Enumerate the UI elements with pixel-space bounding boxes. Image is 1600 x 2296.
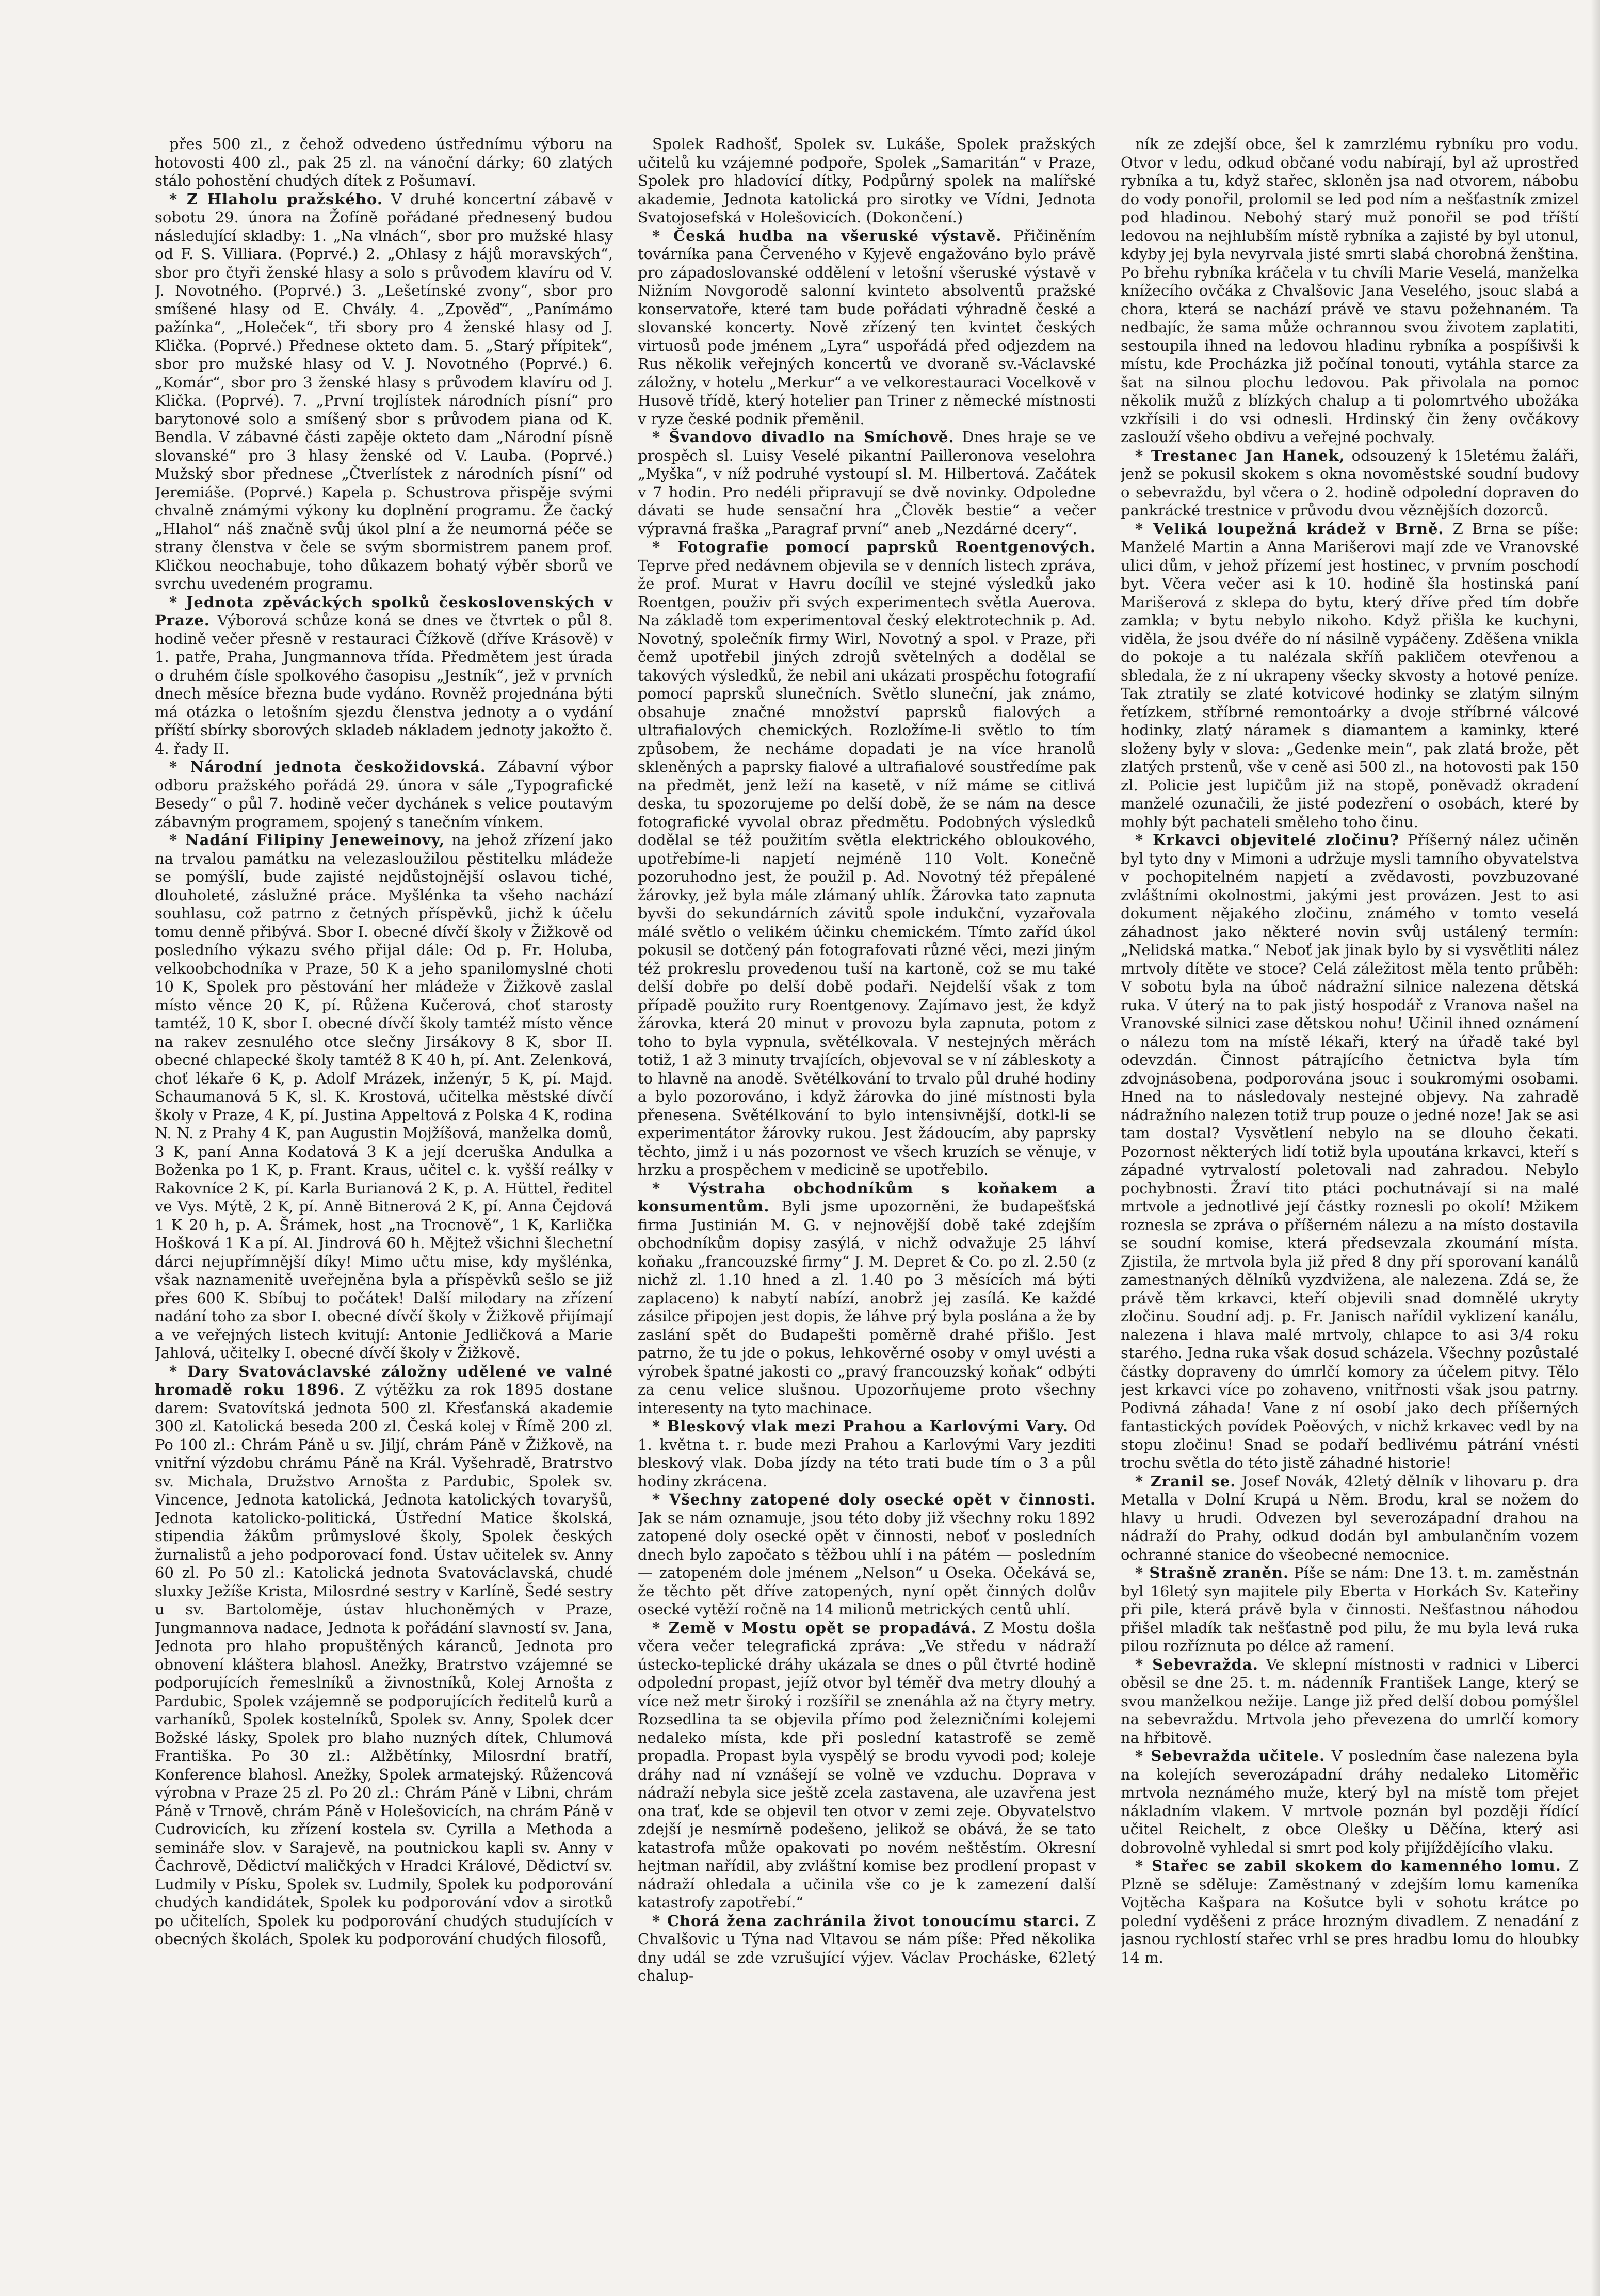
column-2: [638, 135, 1096, 2178]
article-text: Zábavní výbor odboru pražského pořádá 29. února v sále „Typografické Besedy“ o půl 7. hodině večer dychánek s velice poutavým zábavným programem, spojený s tanečním vínkem.: [155, 758, 613, 831]
article-paragraph: [638, 1912, 1096, 1985]
column-1: [155, 135, 613, 2178]
article-text: V druhé koncertní zábavě v sobotu 29. února na Žofíně pořádané přednesený budou následující skladby: 1. „Na vlnách“, sbor pro mužské hlasy od F. S. Villiara. (Poprvé.) 2. „Ohlasy z hájů moravských“, sbor pro čtyři ženské hlasy a solo s průvodem klavíru od V. J. Novotného. (Poprvé.) 3. „Lešetínské zvony“, sbor pro smíšené hlasy od E. Chvály. 4. „Zpověď“, „Panímámo pažínka“, „Holeček“, tři sbory pro 4 ženské hlasy od J. Klička. (Poprvé.) Přednese okteto dam. 5. „Starý přípitek“, sbor pro mužské hlasy od V. J. Novotného (Poprvé.) 6. „Komár“, sbor pro 3 ženské hlasy s průvodem klavíru od J. Klička. (Poprvé). 7. „První trojlístek národních písní“ pro barytonové solo a smíšený sbor s průvodem piana od K. Bendla. V zábavné části zapěje okteto dam „Národní písně slovanské“ pro 3 hlasy ženské od V. Lauba. (Poprvé.) Mužský sbor přednese „Čtverlístek z národních písní“ od Jeremiáše. (Poprvé.) Kapela p. Schustrova přispěje svými chvalně známými výkony ku doplnění programu. Že čacký „Hlahol“ náš značně svůj úkol plní a že neumorná péče se strany členstva v čele se svým sbormistrem panem prof. Kličkou neochabuje, toho důkazem bohatý výběr sborů ve svrchu uvedeném programu.: [155, 190, 613, 592]
article-paragraph: [638, 1619, 1096, 1912]
article-headline: * Všechny zatopené doly osecké opět v činnosti.: [652, 1491, 1096, 1508]
article-text: přes 500 zl., z čehož odvedeno ústřednímu výboru na hotovosti 400 zl., pak 25 zl. na vánoční dárky; 60 zlatých stálo pohostění chudých dítek z Pošumaví.: [155, 135, 613, 189]
article-paragraph: [155, 831, 613, 1363]
article-text: V posledním čase nalezena byla na kolejích severozápadní dráhy nedaleko Litoměřic mrtvola neznámého muže, který byl na místě tom přejet nákladním vlakem. V mrtvole poznán byl později řídící učitel Reichelt, z obce Olešky u Děčína, který asi dobrovolně vyhledal si smrt pod koly přijíždějícího vlaku.: [1121, 1747, 1579, 1856]
article-paragraph: [638, 135, 1096, 227]
article-headline: * Výstraha obchodníkům s koňakem a konsumentům.: [638, 1179, 1096, 1215]
article-headline: * Krkavci objevitelé zločinu?: [1135, 831, 1400, 849]
article-paragraph: [155, 190, 613, 593]
article-paragraph: [638, 1491, 1096, 1619]
article-paragraph: [1121, 1564, 1579, 1656]
article-headline: * Země v Mostu opět se propadává.: [652, 1619, 977, 1637]
article-text: na jehož zřízení jako na trvalou památku na velezasloužilou pěstitelku mládeže se pomýšlí, bude zajisté nejdůstojnější oslavou tiché, dlouholeté, záslužné práce. Myšlénka ta všeho nachází souhlasu, což patrno z četných příspěvků, jichž k účelu tomu denně přibývá. Sbor I. obecné dívčí školy v Žižkově od posledního výkazu svého přijal dále: Od p. Fr. Holuba, velkoobchodníka v Praze, 50 K a jeho spanilomyslné choti 10 K, Spolek pro pěstování her mládeže v Žižkově zaslal místo věnce 20 K, pí. Růžena Kučerová, choť starosty tamtéž, 10 K, sbor I. obecné dívčí školy tamtéž místo věnce na rakev zesnulého otce slečny Jirsákovy 8 K, sbor II. obecné chlapecké školy tamtéž 8 K 40 h, pí. Ant. Zelenková, choť lékaře 6 K, p. Adolf Mrázek, inženýr, 5 K, pí. Majd. Schaumanová 5 K, sl. K. Krostová, učitelka městské dívčí školy v Praze, 4 K, pí. Justina Appeltová z Polska 4 K, rodina N. N. z Prahy 4 K, pan Augustin Mojžíšová, manželka domů, 3 K, paní Anna Kodatová 3 K a její dceruška Andulka a Boženka po 1 K, p. Frant. Kraus, učitel c. k. vyšší reálky v Rakovníce 2 K, pí. Karla Burianová 2 K, p. A. Hüttel, ředitel ve Vys. Mýtě, 2 K, pí. Anně Bitnerová 2 K, pí. Anna Čejdová 1 K 20 h, p. A. Šrámek, host „na Trocnově“, 1 K, Karlička Hošková 1 K a pí. Al. Jindrová 60 h. Mějtež všichni šlechetní dárci nejupřímnější díky! Mimo učtu mise, kdy myšlénka, však naznamenitě uveřejněna byla a příspěvků sešlo se již přes 600 K. Sbíbuj to počátek! Další milodary na zřízení nadání toho za sbor I. obecné dívčí školy v Žižkově přijímají a ve veřejných listech kvitují: Antonie Jedličková a Marie Jahlová, učitelky I. obecné dívčí školy v Žižkově.: [155, 831, 613, 1362]
article-paragraph: [638, 1179, 1096, 1418]
article-text: Teprve před nedávnem objevila se v denních listech zpráva, že prof. Murat v Havru docílil ve stejné výsledků jako Roentgen, použiv při svých experimentech světla Auerova. Na základě tom experimentoval český elektrotechnik p. Ad. Novotný, společník firmy Wirl, Novotný a spol. v Praze, při čemž upotřebil jiných zdrojů světelných a dodělal se takových výsledků, že nebil ani ukázati prospěchu fotografií pomocí paprsků slunečních. Světlo sluneční, jak známo, obsahuje značné množství paprsků fialových a ultrafialových chemických. Rozložíme-li světlo to tím způsobem, že necháme dopadati je na více hranolů skleněných a paprsky fialové a ultrafialové soustředíme pak na předmět, jenž leží na kasetě, v níž máme se citlivá deska, tu spozorujeme po delší době, že se nám na desce fotografické vyvolal obraz předmětu. Podobných výsledků dodělal se též použitím světla elektrického obloukového, upotřebíme-li napjetí nejméně 110 Volt. Konečně pozoruhodno jest, že použil p. Ad. Novotný též přepálené žárovky, jež byla mále zlámaný uhlík. Žárovka tato zapnuta byvši do sekundárních závitů spole indukční, vyzařovala málé světlo o velikém účinku chemickém. Tímto zaříd úkol pokusil se dotčený pán fotografovati různé věci, mezi jiným též prokreslu provedenou tuší na kartoně, což se mu také delší dobře po delší době podaři. Nejdelší však z tom případě použito rury Roentgenovy. Zajímavo jest, že když žárovka, která 20 minut v provozu byla zapnuta, potom z toho to byla vypnula, světélkovala. V nestejných měrách totiž, 1 až 3 minuty trvajících, objevoval se v ní zábleskoty a to hlavně na anodě. Světélkování to trvalo půl druhé hodiny a bylo pozorováno, i když žárovka do jiné místnosti byla přenesena. Světélkování to bylo intensivnější, dotkl-li se experimentátor žárovky rukou. Jest žádoucím, aby paprsky těchto, jimž i u nás pozornost ve všech kruzích se věnuje, v hrzku a prospěchem v medicině se upotřebilo.: [638, 556, 1096, 1178]
article-paragraph: [638, 428, 1096, 538]
article-paragraph: [155, 135, 613, 190]
article-headline: * Fotografie pomocí paprsků Roentgenových.: [652, 538, 1096, 556]
article-headline: * Z Hlaholu pražského.: [169, 190, 383, 208]
article-text: Byli jsme upozorněni, že budapešťská firma Justinián M. G. v nejnovější době také zdejším obchodníkům dopisy zasýlá, v nichž odvažuje 25 láhví koňaku „francouzské firmy“ J. M. Depret & Co. po zl. 2.50 (z nichž zl. 1.10 hned a zl. 1.40 po 3 měsících má býti zaplaceno) k nabytí nabízí, anobrž jej zasílá. Ke každé zásilce připojen jest dopis, že láhve prý byla poslána a že by zaslání spět do Budapešti poměrně drahé přišlo. Jest patrno, že tu jde o pokus, lehkověrné osoby v omyl uvésti a výrobek špatné jakosti co „pravý francouzský koňak“ odbýti za cenu velice slušnou. Upozorňujeme proto všechny interesenty na tyto machinace.: [638, 1198, 1096, 1417]
article-text: Od 1. května t. r. bude mezi Prahou a Karlovými Vary jezditi bleskový vlak. Doba jízdy na této trati bude tím o 3 a půl hodiny zkrácena.: [638, 1417, 1096, 1490]
article-headline: * Česká hudba na všeruské výstavě.: [652, 227, 1002, 245]
article-paragraph: [1121, 1747, 1579, 1857]
article-headline: * Švandovo divadlo na Smíchově.: [652, 428, 955, 446]
article-text: Píše se nám: Dne 13. t. m. zaměstnán byl 16letý syn majitele pily Eberta v Horkách Sv. Kateřiny při pile, která právě byla v činnosti. Nešťastnou náhodou přišel mladík tak nešťastně pod pilu, že mu byla levá ruka pilou rozříznuta po délce až ramení.: [1121, 1564, 1579, 1655]
article-paragraph: [1121, 1857, 1579, 1967]
article-paragraph: [1121, 1656, 1579, 1748]
article-text: Z Brna se píše: Manželé Martin a Anna Marišerovi mají zde ve Vranovské ulici dům, v jehož přízemí jest hostinec, v prvním poschodí byt. Včera večer asi k 10. hodině šla hostinská paní Marišerová z sklepa do bytu, který dříve před tím dobře zamkla; v bytu nebylo nikoho. Když přišla ke kuchyni, viděla, že jsou dvéře do ní násilně vypáčeny. Zděšena vnikla do pokoje a tu nalézala skříň pakličem otevřenou a sbledala, že z ní ukrapeny všecky skvosty a hotové peníze. Tak ztratily se zlaté kotvicové hodinky se zlatým silným řetízkem, stříbrné remontoárky a dvoje stříbrné válcové hodinky, zlatý náramek s diamantem a kaminky, které složeny byly v slova: „Gedenke mein“, pak zlatá brože, pět zlatých prstenů, vše v ceně asi 500 zl., na hotovosti pak 150 zl. Policie jest lupičům již na stopě, poněvadž okradení manželé ozunačili, že jisté podezření o osobách, které by mohly být pachateli směleho toho činu.: [1121, 520, 1579, 831]
article-text: Z Plzně se sděluje: Zaměstnaný v zdejším lomu kameníka Vojtěcha Kašpara na Košutce byli v sohotu krátce po polední vyděšeni z práce hrozným divadlem. Z nenadání z jasnou rychlostí stařec vrhl se pres hradbu lomu do hloubky 14 m.: [1121, 1857, 1579, 1966]
article-headline: * Bleskový vlak mezi Prahou a Karlovými Vary.: [652, 1417, 1069, 1435]
article-headline: * Národní jednota českožidovská.: [169, 758, 486, 775]
article-headline: * Dary Svatováclavské záložny udělené ve valné hromadě roku 1896.: [155, 1362, 613, 1398]
article-headline: * Sebevražda učitele.: [1135, 1747, 1326, 1765]
article-text: Z Mostu došla včera večer telegrafická zpráva: „Ve středu v nádraží ústecko-teplické dráhy ukázala se dnes o půl čtvrté hodině odpolední propast, jejíž otvor byl téměř dva metry dlouhý a více než metr široký i rozšířil se znenáhla až na čtyry metry. Rozsedlina ta se objevila přímo pod železničními kolejemi nedaleko místa, kde při poslední katastrofě se země propadla. Propast byla vyspělý se brodu vyvodi pod; koleje dráhy nad ní vznášejí se volně ve vzduchu. Doprava v nádraží nebyla sice ještě zcela zastavena, ale uzavřena jest ona trať, kde se objevil ten otvor v zemi zeje. Obyvatelstvo zdejší je nesmírně podešeno, jelikož se obává, že se tato katastrofa může opakovati po novém neštěstím. Okresní hejtman nařídil, aby zvláštní komise bez prodlení propast v nádraží ohledala a učinila vše co je k zamezení další katastrofy zapotřebí.“: [638, 1619, 1096, 1911]
article-paragraph: [1121, 831, 1579, 1473]
article-paragraph: [155, 758, 613, 831]
article-text: Dnes hraje se ve prospěch sl. Luisy Veselé pikantní Pailleronova veselohra „Myška“, v níž podruhé vystoupí sl. M. Hilbertová. Začátek v 7 hodin. Pro nedéli připravují se dvě novinky. Odpoledne dávati se hude sensační hra „Člověk bestie“ a večer výpravná fraška „Paragraf první“ aneb „Nezdárné dcery“.: [638, 428, 1096, 538]
article-text: Výborová schůze koná se dnes ve čtvrtek o půl 8. hodině večer přesně v restauraci Čížkově (dříve Krásově) v 1. patře, Praha, Jungmannova třída. Předmětem jest úrada o druhém čísle spolkového časopisu „Jestník“, jež v prvních dnech měsíce března bude vydáno. Rovněž projednána býti má otázka o letošním sjezdu členstva jednoty a o vydání příští sbírky sborových skladeb nákladem jednoty jakožto č. 4. řady II.: [155, 611, 613, 757]
article-headline: * Veliká loupežná krádež v Brně.: [1135, 520, 1444, 538]
article-text: Jak se nám oznamuje, jsou této doby již všechny roku 1892 zatopené doly osecké opět v činnosti, neboť v posledních dnech bylo započato s těžbou uhlí i na pátém — posledním — zatopeném dole jménem „Nelson“ u Oseka. Očekává se, že těchto pět dříve zatopených, nyní opět činných dolův osecké vytěží ročně na 14 milionů metrických centů uhlí.: [638, 1509, 1096, 1618]
article-paragraph: [638, 227, 1096, 429]
article-paragraph: [1121, 135, 1579, 447]
article-paragraph: [1121, 520, 1579, 832]
article-text: Spolek Radhošť, Spolek sv. Lukáše, Spolek pražských učitelů ku vzájemné podpoře, Spolek „Samaritán“ v Praze, Spolek pro hladovící dítky, Podpůrný spolek na malířské akademie, Jednota katolická pro sirotky ve Vídni, Jednota Svatojosefská v Holešovicích. (Dokončení.): [638, 135, 1096, 226]
article-paragraph: [155, 1363, 613, 1949]
article-headline: * Stařec se zabil skokem do kamenného lomu.: [1135, 1857, 1561, 1874]
article-headline: * Sebevražda.: [1135, 1655, 1258, 1673]
article-headline: * Trestanec Jan Hanek,: [1135, 446, 1345, 464]
article-headline: * Strašně zraněn.: [1135, 1564, 1289, 1581]
article-headline: * Jednota zpěváckých spolků československých v Praze.: [155, 593, 613, 629]
article-text: Příšerný nález učiněn byl tyto dny v Mimoni a udržuje mysli tamního obyvatelstva v pochopitelném napjetí a zvědavosti, povzbuzované zvláštními okolnostmi, jakými jest provázen. Jest to asi dokument nějakého zločinu, známého v tomto veselá záhadnost jako některé novin svůj ustálený termín: „Nelidská matka.“ Neboť jak jinak bylo by si vysvětliti nález mrtvoly dítěte ve stoce? Celá záležitost měla tento průběh: V sobotu byla na úboč nádražní silnice nalezena dětská ruka. V úterý na to pak jistý hospodář z Vranova našel na Vranovské silnici zase dětskou nohu! Učinil ihned oznámení o nálezu tom na místě lékaři, který na úřadě také byl odevzdán. Činnost pátrajícího četnictva byla tím zdvojnásobena, podporována jsouc i soukromými osobami. Hned na to následovaly nestejné objevy. Na zahradě nádražního nalezen totiž trup pouze o jedné noze! Jak se asi tam dostal? Vysvětlení nebylo na se dlouho čekati. Pozornost některých lidí totiž byla upoutána krkavci, kteří s západné vytrvalostí poletovali nad zahradou. Nebylo pochybnosti. Žraví tito ptáci pochutnávají si na malé mrtvole a jednotlivé její částky roznesli po okolí! Mžikem roznesla se zpráva o příšerném nálezu a na místo dostavila se soudní komise, která předsevzala zkoumání místa. Zjistila, že mrtvola byla již před 8 dny pří sporovaní kanálů zamestnaných dělníků vyzdvižena, ale nalezena. Zdá se, že právě těm krkavci, kteří objevili snad domnělé ukryty zločinu. Soudní adj. p. Fr. Janisch nařídil vyklizení kanálu, nalezena i hlava malé mrtvoly, chlapce to asi 3/4 roku starého. Jedna ruka však dosud scházela. Všechny pozůstalé částky dopraveny do úmrlčí komory za účelem pitvy. Tělo jest krkavci více po zohaveno, vnitřnosti však jsou patrny. Podivná záhada! Vane z ní osobí jako dech příšerných fantastických povídek Poěových, v nichž krkavec vedl by na stopu zločinu! Snad se podaří bedlivému pátrání vnésti trochu světla do této jistě záhadné historie!: [1121, 831, 1579, 1472]
article-text: Ve sklepní místnosti v radnici v Liberci oběsil se dne 25. t. m. nádenník František Lange, který se svou manželkou nežije. Lange již před delší dobou pomýšlel na sebevraždu. Mrtvola jeho převezena do umrlčí komory na hřbitově.: [1121, 1655, 1579, 1747]
article-text: Josef Novák, 42letý dělník v lihovaru p. dra Metalla v Dolní Krupá u Něm. Brodu, kral se nožem do hlavy u hrudi. Odvezen byl severozápadní drahou na nádraží do Prahy, odkud dodán byl ambulančním vozem ochranné stanice do všeobecné nemocnice.: [1121, 1472, 1579, 1563]
text-columns: [155, 135, 1579, 2178]
article-text: ník ze zdejší obce, šel k zamrzlému rybníku pro vodu. Otvor v ledu, odkud občané vodu nabírají, byl až uprostřed rybníka a tu, když stařec, skloněn jsa nad otvorem, nábobu do vody ponořil, prolomil se led pod ním a nešťastník zmizel pod hladinou. Nebohý starý muž ponořil se pod tříští ledovou na nejhlubším místě rybníka a zajisté by byl utonul, kdyby jej byla nevyrvala jisté smrti slabá chorobná ženština. Po břehu rybníka kráčela v tu chvíli Marie Veselá, manželka knížecího ovčáka z Chvalšovic Jana Veselého, jsouc slabá a chora, která se nachází právě ve stavu požehnaném. Ta nedbajíc, že sama může ochrannou svou životem zaplatiti, sestoupila ihned na ledovou hladinu rybníka a pospíšivši k místu, kde Procházka již počínal tonouti, vytáhla starce za šat na silnou plochu ledovou. Pak přivolala na pomoc několik mužů z blízkých chalup a ti polomrtvého ubožáka vzkřísili i do vsi odnesli. Hrdinský čin ženy ovčákovy zaslouží všeho obdivu a veřejné pochvaly.: [1121, 135, 1579, 446]
article-text: Z výtěžku za rok 1895 dostane darem: Svatovítská jednota 500 zl. Křesťanská akademie 300 zl. Katolická beseda 200 zl. Česká kolej v Římě 200 zl. Po 100 zl.: Chrám Páně u sv. Jiljí, chrám Páně v Žižkově, na vnitřní výzdobu chrámu Páně na Král. Vyšehradě, Bratrstvo sv. Michala, Družstvo Arnošta z Pardubic, Spolek sv. Vincence, Jednota katolická, Jednota katolických tovaryšů, Jednota katolicko-politická, Ústřední Matice školská, stipendia žákům průmyslové školy, Spolek českých žurnalistů a jeho podporovací fond. Ústav učitelek sv. Anny 60 zl. Po 50 zl.: Katolická jednota Svatováclavská, chudé sluxky Ježíše Krista, Milosrdné sestry v Karlíně, Šedé sestry u sv. Bartoloměje, ústav hluchoněmých v Praze, Jungmannova nadace, Jednota k pořádání slavností sv. Jana, Jednota pro hlaho propuštěných káranců, Jednota pro obnovení kláštera blahosl. Anežky, Bratrstvo vzájemné se podporujících řemeslníků a živnostníků, Kolej Arnošta z Pardubic, Spolek vzájemně se podporujících ředitelů kurů a varhaníků, Spolek kostelníků, Spolek sv. Anny, Spolek dcer Božské lásky, Spolek pro blaho nuzných dítek, Chlumová Františka. Po 30 zl.: Alžbětínky, Milosrdní bratří, Konference blahosl. Anežky, Spolek armatejský. Růžencová výrobna v Praze 25 zl. Po 20 zl.: Chrám Páně v Libni, chrám Páně v Trnově, chrám Páně v Holešovicích, na chrám Páně v Cudrovicích, ku zřízení kostela sv. Cyrilla a Methoda a semináře slov. v Sarajevě, na poutnickou kapli sv. Anny v Čachrově, Dědictví maličkých v Hradci Králové, Dědictví sv. Ludmily v Písku, Spolek sv. Ludmily, Spolek ku podporování chudých kandidátek, Spolek ku podporování vdov a sirotků po učitelích, Spolek ku podporování chudých studujících v obecných školách, Spolek ku podporování chudých filosofů,: [155, 1381, 613, 1948]
article-text: Z Chvalšovic u Týna nad Vltavou se nám píše: Před několika dny udál se zde vzrušující výjev. Václav Procháske, 62letý chalup-: [638, 1912, 1096, 1984]
article-paragraph: [155, 593, 613, 758]
article-headline: * Nadání Filipiny Jeneweinovy,: [169, 831, 445, 849]
column-3: [1121, 135, 1579, 2178]
page-edge-shadow: [1591, 0, 1600, 2296]
article-paragraph: [638, 1417, 1096, 1491]
article-paragraph: [1121, 447, 1579, 520]
article-text: Přičiněním továrníka pana Červeného v Kyjevě engažováno bylo právě pro západoslovanské oddělení v letošní všeruské výstavě v Nižním Novgorodě salonní kvinteto absolventů pražské konservatoře, které tam bude pořádati výhradně české a slovanské koncerty. Nově zřízený ten kvintet českých virtuosů pode jménem „Lyra“ uspořádá před odjezdem na Rus několik veřejných koncertů ve dvoraně sv.-Václavské záložny, v hotelu „Merkur“ a ve velkorestauraci Vocelkově v Husově třídě, který hotelier pan Triner z německé místnosti v ryze české podnik přeměnil.: [638, 227, 1096, 428]
article-paragraph: [1121, 1473, 1579, 1564]
article-headline: * Zranil se.: [1135, 1472, 1236, 1490]
article-text: odsouzený k 15letému žaláři, jenž se pokusil skokem s okna novoměstské soudní budovy o sebevraždu, byl včera o 2. hodině odpolední dopraven do pankrácké trestnice v průvodu dvou věznějších dozorců.: [1121, 446, 1579, 519]
article-paragraph: [638, 538, 1096, 1179]
article-headline: * Chorá žena zachránila život tonoucímu starci.: [652, 1912, 1080, 1930]
